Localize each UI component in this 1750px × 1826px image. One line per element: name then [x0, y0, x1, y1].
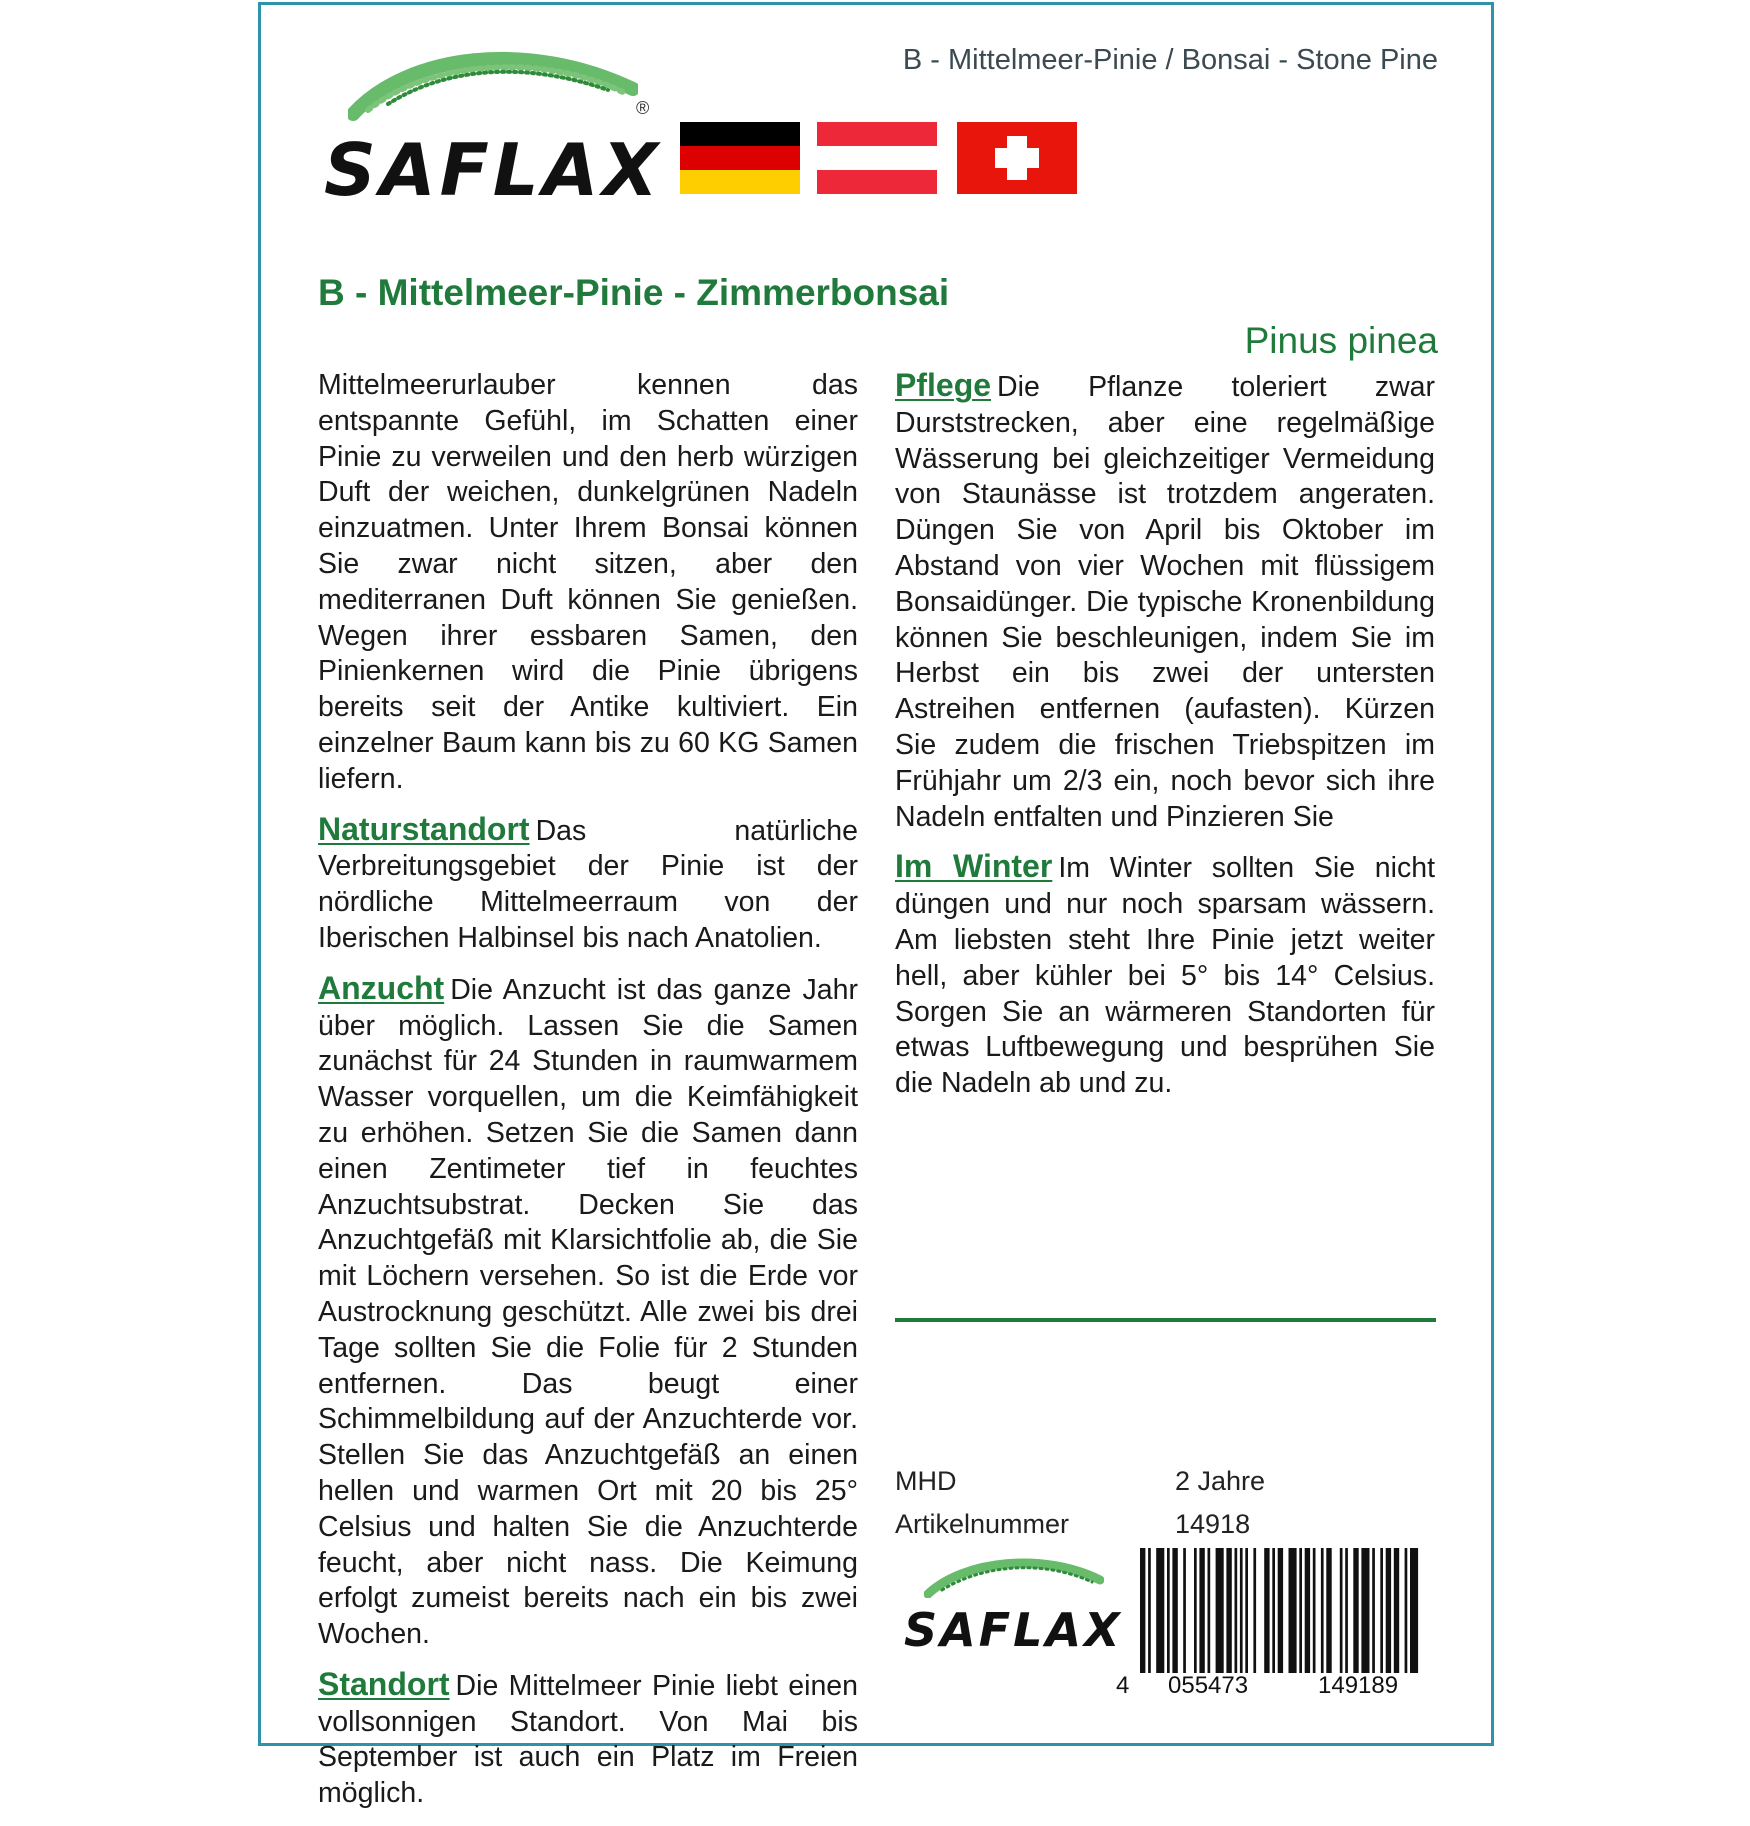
austria-flag-icon: [817, 122, 937, 194]
barcode-bar: [1216, 1548, 1224, 1673]
barcode-bar: [1208, 1548, 1211, 1673]
registered-mark: ®: [636, 98, 650, 118]
barcode-bar: [1405, 1548, 1408, 1673]
barcode-bar: [1326, 1548, 1331, 1673]
barcode-bar: [1172, 1548, 1177, 1673]
barcode-bar: [1264, 1548, 1269, 1673]
barcode-bar: [1380, 1548, 1383, 1673]
intro-paragraph: [318, 368, 858, 798]
barcode-bar: [1313, 1548, 1316, 1673]
winter-heading: Im Winter: [895, 848, 1053, 885]
mhd-value: 2 Jahre: [1175, 1466, 1266, 1496]
barcode-bar: [1361, 1548, 1369, 1673]
brand-wordmark-small: SAFLAX: [904, 1603, 1123, 1657]
anzucht-text: Die Anzucht ist das ganze Jahr über möglich. Lassen Sie die Samen zunächst für 24 Stunden in raumwarmem Wasser vorquellen, um die Keimfähigkeit zu erhöhen. Setzen Sie die Samen dann einen Zentimeter tief in feuchtes Anzuchtsubstrat. Decken Sie das Anzuchtgefäß mit Klarsichtfolie ab, die Sie mit Löchern versehen. So ist die Erde vor Austrocknung geschützt. Alle zwei bis drei Tage sollten Sie die Folie für 2 Stunden entfernen. Das beugt einer Schimmelbildung auf der Anzuchterde vor. Stellen Sie das Anzuchtgefäß an einen hellen und warmen Ort mit 20 bis 25° Celsius und halten Sie die Anzuchterde feucht, aber nicht nass. Die Keimung erfolgt zumeist bereits nach ein bis zwei Wochen.: [318, 973, 858, 1651]
brand-wordmark: SAFLAX: [324, 128, 662, 212]
barcode-bar: [1299, 1548, 1302, 1673]
barcode-bar: [1289, 1548, 1297, 1673]
barcode-bar: [1410, 1548, 1418, 1673]
leaf-swoosh-icon: [348, 44, 638, 124]
product-title-top: B - Mittelmeer-Pinie / Bonsai - Stone Pine: [902, 44, 1438, 76]
mhd-label: MHD: [895, 1466, 957, 1496]
barcode-bar: [1272, 1548, 1275, 1673]
product-heading: B - Mittelmeer-Pinie - Zimmerbonsai: [318, 272, 950, 313]
standort-section: [318, 1667, 858, 1812]
germany-flag-icon: [680, 122, 800, 194]
intro-text: Mittelmeerurlauber kennen das entspannte Gefühl, im Schatten einer Pinie zu verweilen und den herb würzigen Duft der weichen, dunkelgrünen Nadeln einzuatmen. Unter Ihrem Bonsai können Sie zwar nicht sitzen, aber den mediterranen Duft können Sie genießen. Wegen ihrer essbaren Samen, den Pinienkernen wird die Pinie übrigens bereits seit der Antike kultiviert. Ein einzelner Baum kann bis zu 60 KG Samen liefern.: [318, 369, 858, 795]
barcode-bars: [1138, 1548, 1438, 1673]
barcode-bar: [1253, 1548, 1256, 1673]
winter-text: Im Winter sollten Sie nicht düngen und nur noch sparsam wässern. Am liebsten steht Ihre Pinie jetzt weiter hell, aber kühler bei 5° bis 14° Celsius. Sorgen Sie an wärmeren Standorten für etwas Luftbewegung und besprühen Sie die Nadeln ab und zu.: [895, 852, 1435, 1100]
naturstandort-text: Das natürliche Verbreitungsgebiet der Pinie ist der nördliche Mittelmeerraum von der Iberischen Halbinsel bis nach Anatolien.: [318, 814, 858, 954]
section-divider: [895, 1318, 1436, 1322]
barcode-bar: [1194, 1548, 1197, 1673]
barcode-bar: [1345, 1548, 1348, 1673]
barcode-digits-left: 055473: [1168, 1672, 1249, 1699]
barcode-bar: [1278, 1548, 1283, 1673]
barcode-bar: [1226, 1548, 1231, 1673]
saflax-logo-small: [902, 1550, 1123, 1657]
barcode-bar: [1199, 1548, 1204, 1673]
article-number-value: 14918: [1175, 1509, 1251, 1539]
barcode-bar: [1305, 1548, 1310, 1673]
barcode-digits-right: 149189: [1318, 1672, 1399, 1699]
text-column-right: [895, 368, 1435, 1116]
article-number-label: Artikelnummer: [895, 1509, 1070, 1539]
winter-section: [895, 849, 1435, 1102]
barcode-bar: [1167, 1548, 1170, 1673]
leaf-swoosh-icon: [924, 1554, 1104, 1598]
barcode-bar: [1245, 1548, 1248, 1673]
pflege-text: Die Pflanze toleriert zwar Durststrecken, aber eine regelmäßige Wässerung bei gleichzeitiger Vermeidung von Staunässe ist trotzdem angeraten. Düngen Sie von April bis Oktober im Abstand von vier Wochen mit flüssigem Bonsaidünger. Die typische Kronenbildung können Sie beschleunigen, indem Sie im Herbst ein bis zwei der untersten Astreihen entfernen (aufasten). Kürzen Sie zudem die frischen Triebspitzen im Frühjahr um 2/3 ein, noch bevor sich ihre Nadeln entfalten und Pinzieren Sie: [895, 371, 1435, 833]
barcode-bar: [1394, 1548, 1399, 1673]
barcode-bar: [1340, 1548, 1343, 1673]
barcode-digit-first: 4: [1116, 1672, 1130, 1699]
barcode-bar: [1140, 1548, 1145, 1673]
barcode-bar: [1235, 1548, 1238, 1673]
pflege-section: [895, 368, 1435, 835]
anzucht-section: [318, 971, 858, 1653]
barcode-bar: [1148, 1548, 1151, 1673]
barcode-bar: [1372, 1548, 1375, 1673]
standort-heading: Standort: [318, 1665, 450, 1702]
naturstandort-heading: Naturstandort: [318, 810, 530, 847]
barcode-bar: [1156, 1548, 1164, 1673]
anzucht-heading: Anzucht: [318, 969, 445, 1006]
switzerland-flag-icon: [957, 122, 1077, 194]
naturstandort-section: [318, 812, 858, 957]
barcode-bar: [1386, 1548, 1391, 1673]
barcode-bar: [1353, 1548, 1358, 1673]
text-column-left: [318, 368, 858, 1826]
barcode-bar: [1240, 1548, 1243, 1673]
ean-barcode: [1108, 1548, 1438, 1698]
barcode-bar: [1321, 1548, 1324, 1673]
saflax-logo: [318, 38, 668, 212]
standort-text: Die Mittelmeer Pinie liebt einen vollsonnigen Standort. Von Mai bis September ist auch ein Platz im Freien möglich.: [318, 1669, 858, 1810]
latin-name: Pinus pinea: [1244, 320, 1438, 361]
barcode-bar: [1183, 1548, 1186, 1673]
pflege-heading: Pflege: [895, 367, 992, 403]
